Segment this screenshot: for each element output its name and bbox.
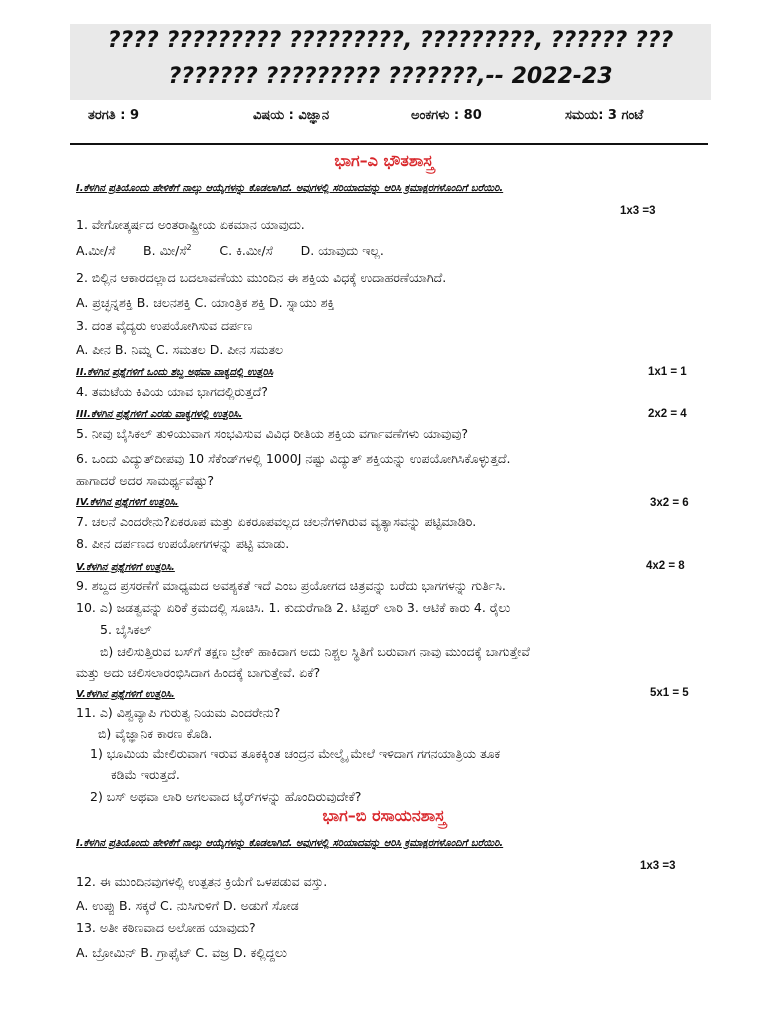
section-5-instruction: V.ಕೆಳಗಿನ ಪ್ರಶ್ನೆಗಳಿಗೆ ಉತ್ತರಿಸಿ. [76,562,175,573]
section-3-instruction: III.ಕೆಳಗಿನ ಪ್ರಶ್ನೆಗಳಿಗೆ ಎರಡು ವಾಕ್ಯಗಳಲ್ಲಿ ಉತ್ತರಿಸಿ. [76,409,243,420]
question-1: 1. ವೇಗೋತ್ಕರ್ಷದ ಅಂತರಾಷ್ಟ್ರೀಯ ಏಕಮಾನ ಯಾವುದು. [76,217,305,232]
question-4: 4. ತಮಟೆಯ ಕಿವಿಯ ಯಾವ ಭಾಗದಲ್ಲಿರುತ್ತದೆ? [76,384,268,399]
subject-label: ವಿಷಯ : ವಿಜ್ಞಾನ [253,108,330,123]
question-11b-2: 2) ಬಸ್ ಅಥವಾ ಲಾರಿ ಅಗಲವಾದ ಟೈರ್‌ಗಳನ್ನು ಹೊಂದಿರುವುದೇಕೆ? [90,789,362,804]
section-4-marks: 3x2 = 6 [650,497,689,509]
exam-meta-row [88,108,708,130]
question-2-options: A. ಪ್ರಚ್ಛನ್ನಶಕ್ತಿ B. ಚಲನಶಕ್ತಿ C. ಯಾಂತ್ರಿಕ ಶಕ್ತಿ D. ಸ್ನಾಯು ಶಕ್ತಿ [76,295,335,310]
question-6-line-2: ಹಾಗಾದರೆ ಅದರ ಸಾಮರ್ಥ್ಯವೆಷ್ಟು? [76,473,215,488]
part-b-title: ಭಾಗ–ಬಿ ರಸಾಯನಶಾಸ್ತ್ರ [322,806,446,825]
part-b-marks: 1x3 =3 [640,860,676,872]
question-10b-line-1: ಬಿ) ಚಲಿಸುತ್ತಿರುವ ಬಸ್‌ಗೆ ತಕ್ಷಣ ಬ್ರೇಕ್ ಹಾಕಿದಾಗ ಅದು ನಿಶ್ಚಲ ಸ್ಥಿತಿಗೆ ಬರುವಾಗ ನಾವು ಮುಂದಕ್ಕೆ ಬಾಗುತ್ತೇವೆ [100,644,530,659]
question-9: 9. ಶಬ್ದದ ಪ್ರಸರಣೆಗೆ ಮಾಧ್ಯಮದ ಅವಶ್ಯಕತೆ ಇದೆ ಎಂಬ ಪ್ರಯೋಗದ ಚಿತ್ರವನ್ನು ಬರೆದು ಭಾಗಗಳನ್ನು ಗುರ್ತಿಸಿ. [76,578,506,593]
question-3-options: A. ಪೀನ B. ನಿಮ್ನ C. ಸಮತಲ D. ಪೀನ ಸಮತಲ [76,342,284,357]
section-1-instruction: I.ಕೆಳಗಿನ ಪ್ರತಿಯೊಂದು ಹೇಳಿಕೆಗೆ ನಾಲ್ಕು ಆಯ್ಕೆಗಳನ್ನು ಕೊಡಲಾಗಿದೆ. ಅವುಗಳಲ್ಲಿ ಸರಿಯಾದವನ್ನು ಆರಿಸಿ ಕ್ರಮಾಕ್ಷರಗಳೊಂದಿಗೆ ಬರೆಯಿರಿ. [76,183,504,194]
question-11b-1-line-2: ಕಡಿಮೆ ಇರುತ್ತದೆ. [111,767,180,782]
q1-option-c: C. ಕಿ.ಮೀ/ಸೆ [219,243,273,259]
question-12: 12. ಈ ಮುಂದಿನವುಗಳಲ್ಲಿ ಉತ್ಪತನ ಕ್ರಿಯೆಗೆ ಒಳಪಡುವ ವಸ್ತು. [76,874,328,889]
question-11b: ಬಿ) ವೈಜ್ಞಾನಿಕ ಕಾರಣ ಕೊಡಿ. [98,726,213,741]
question-6-line-1: 6. ಒಂದು ವಿದ್ಯುತ್‌ದೀಪವು 10 ಸೆಕೆಂಡ್‌ಗಳಲ್ಲಿ 1000J ನಷ್ಟು ವಿದ್ಯುತ್ ಶಕ್ತಿಯನ್ನು ಉಪಯೋಗಿಸಿಕೊಳ್ಳುತ್ತದೆ. [76,451,511,466]
question-12-options: A. ಉಪ್ಪು B. ಸಕ್ಕರೆ C. ನುಸಿಗುಳಿಗೆ D. ಅಡುಗೆ ಸೋಡ [76,898,299,913]
section-5-marks: 4x2 = 8 [646,560,685,572]
class-label: ತರಗತಿ : 9 [88,108,139,123]
q1-option-d: D. ಯಾವುದು ಇಲ್ಲ. [300,243,384,259]
question-3: 3. ದಂತ ವೈದ್ಯರು ಉಪಯೋಗಿಸುವ ದರ್ಪಣ [76,318,253,333]
page-title-line-2: ??????? ????????? ???????,-- 2022-23 [168,64,613,89]
q1-option-a: A.ಮೀ/ಸೆ [76,243,116,259]
question-13: 13. ಅತೀ ಕಠಿಣವಾದ ಅಲೋಹ ಯಾವುದು? [76,920,256,935]
question-11b-1-line-1: 1) ಭೂಮಿಯ ಮೇಲಿರುವಾಗ ಇರುವ ತೂಕಕ್ಕಿಂತ ಚಂದ್ರನ ಮೇಲ್ಮೈ ಮೇಲೆ ಇಳಿದಾಗ ಗಗನಯಾತ್ರಿಯ ತೂಕ [90,746,501,761]
question-7: 7. ಚಲನೆ ಎಂದರೇನು?ಏಕರೂಪ ಮತ್ತು ಏಕರೂಪವಲ್ಲದ ಚಲನೆಗಳಿಗಿರುವ ವ್ಯತ್ಯಾಸವನ್ನು ಪಟ್ಟಿಮಾಡಿರಿ. [76,514,477,529]
question-2: 2. ಬಿಲ್ಲಿನ ಆಕಾರದಲ್ಲಾದ ಬದಲಾವಣೆಯು ಮುಂದಿನ ಈ ಶಕ್ತಿಯ ವಿಧಕ್ಕೆ ಉದಾಹರಣೆಯಾಗಿದೆ. [76,270,447,285]
section-6-marks: 5x1 = 5 [650,687,689,699]
section-6-instruction: V.ಕೆಳಗಿನ ಪ್ರಶ್ನೆಗಳಿಗೆ ಉತ್ತರಿಸಿ. [76,689,175,700]
section-2-instruction: II.ಕೆಳಗಿನ ಪ್ರಶ್ನೆಗಳಿಗೆ ಒಂದು ಶಬ್ದ ಅಥವಾ ವಾಕ್ಯದಲ್ಲಿ ಉತ್ತರಿಸಿ [76,367,274,378]
question-11a: 11. ಎ) ವಿಶ್ವವ್ಯಾಪಿ ಗುರುತ್ವ ನಿಯಮ ಎಂದರೇನು? [76,705,281,720]
question-8: 8. ಪೀನ ದರ್ಪಣದ ಉಪಯೋಗಗಳನ್ನು ಪಟ್ಟಿ ಮಾಡು. [76,536,290,551]
section-4-instruction: IV.ಕೆಳಗಿನ ಪ್ರಶ್ನೆಗಳಿಗೆ ಉತ್ತರಿಸಿ. [76,497,179,508]
total-marks-label: ಅಂಕಗಳು : 80 [411,108,482,123]
part-b-instruction: I.ಕೆಳಗಿನ ಪ್ರತಿಯೊಂದು ಹೇಳಿಕೆಗೆ ನಾಲ್ಕು ಆಯ್ಕೆಗಳನ್ನು ಕೊಡಲಾಗಿದೆ. ಅವುಗಳಲ್ಲಿ ಸರಿಯಾದವನ್ನು ಆರಿಸಿ ಕ್ರಮಾಕ್ಷರಗಳೊಂದಿಗೆ ಬರೆಯಿರಿ. [76,838,504,849]
question-10b-line-2: ಮತ್ತು ಅದು ಚಲಿಸಲಾರಂಭಿಸಿದಾಗ ಹಿಂದಕ್ಕೆ ಬಾಗುತ್ತೇವೆ. ಏಕೆ? [76,665,321,680]
part-a-title: ಭಾಗ–ಎ ಭೌತಶಾಸ್ತ್ರ [334,151,434,170]
question-5: 5. ನೀವು ಬೈಸಿಕಲ್ ತುಳಿಯುವಾಗ ಸಂಭವಿಸುವ ವಿವಿಧ ರೀತಿಯ ಶಕ್ತಿಯ ವರ್ಗಾವಣೆಗಳು ಯಾವುವು? [76,426,469,441]
page-title-line-1: ???? ????????? ?????????, ?????????, ?????? ??? [107,28,674,53]
question-10a: 10. ಎ) ಜಡತ್ವವನ್ನು ಏರಿಕೆ ಕ್ರಮದಲ್ಲಿ ಸೂಚಿಸಿ. 1. ಕುದುರೆಗಾಡಿ 2. ಟಿಪ್ಪರ್ ಲಾರಿ 3. ಆಟಿಕೆ ಕಾರು 4. ರೈಲು [76,600,511,615]
q1-option-b: B. ಮೀ/ಸೆ [143,243,187,259]
question-10a-continued: 5. ಬೈಸಿಕಲ್ [100,622,152,637]
question-13-options: A. ಬ್ರೋಮಿನ್ B. ಗ್ರಾಫೈಟ್ C. ವಜ್ರ D. ಕಲ್ಲಿದ್ದಲು [76,945,287,960]
header-divider [70,143,708,145]
q1-option-b-superscript: 2 [186,243,192,252]
section-2-marks: 1x1 = 1 [648,366,687,378]
question-1-options [76,243,384,259]
section-3-marks: 2x2 = 4 [648,408,687,420]
section-1-marks: 1x3 =3 [620,205,656,217]
time-label: ಸಮಯ: 3 ಗಂಟೆ [565,108,644,123]
